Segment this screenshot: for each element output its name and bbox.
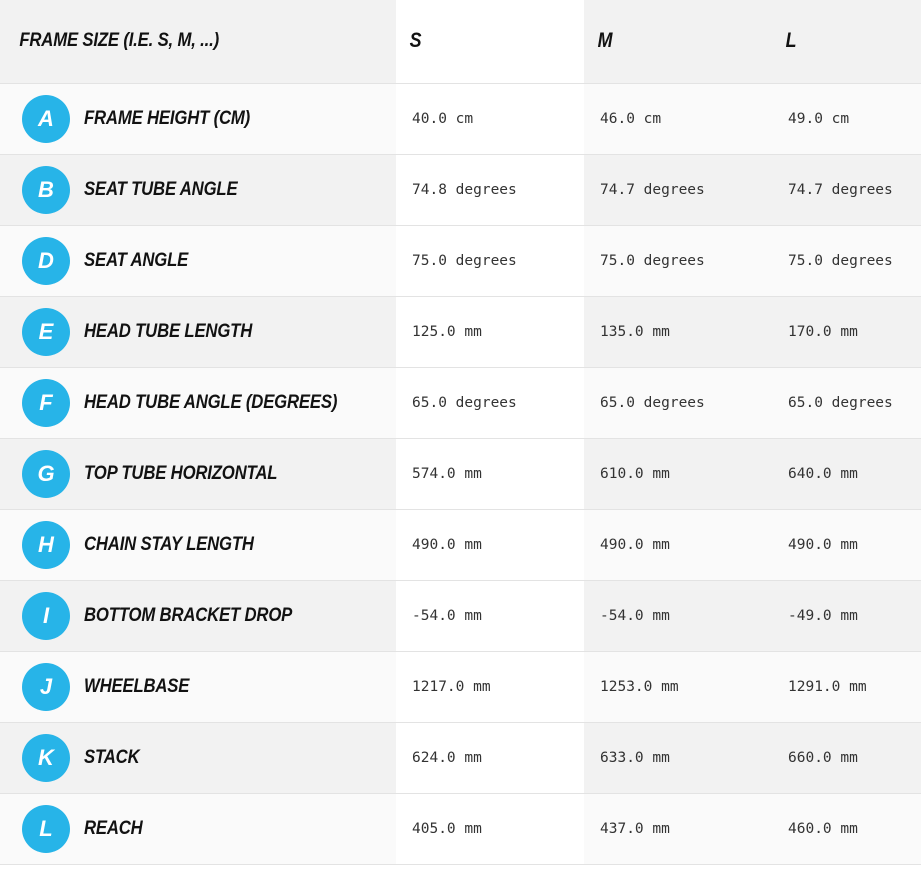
row-value-cell — [584, 580, 772, 651]
row-value-cell — [396, 580, 584, 651]
row-value: 640.0 mm — [788, 465, 858, 482]
table-row — [0, 154, 921, 225]
row-label-cell — [0, 225, 396, 296]
header-cell-size-l — [772, 0, 921, 83]
row-badge: D — [22, 237, 70, 285]
table-row — [0, 296, 921, 367]
row-badge: L — [22, 805, 70, 853]
row-value: 65.0 degrees — [412, 394, 517, 411]
row-value: 490.0 mm — [600, 536, 670, 553]
row-value-cell — [396, 225, 584, 296]
table-row — [0, 367, 921, 438]
row-label-cell — [0, 154, 396, 225]
row-value-cell — [584, 296, 772, 367]
row-value: 74.8 degrees — [412, 181, 517, 198]
row-badge: E — [22, 308, 70, 356]
row-value-cell — [584, 722, 772, 793]
row-value-cell — [772, 509, 921, 580]
table-header-row — [0, 0, 921, 83]
row-value: 1253.0 mm — [600, 678, 679, 695]
table-header — [0, 0, 921, 83]
table-body — [0, 83, 921, 864]
row-value-cell — [584, 651, 772, 722]
row-label-cell — [0, 651, 396, 722]
row-value: 660.0 mm — [788, 749, 858, 766]
row-value-cell — [772, 438, 921, 509]
row-value-cell — [396, 793, 584, 864]
row-label: SEAT TUBE ANGLE — [84, 178, 238, 200]
table-row — [0, 651, 921, 722]
row-value: 135.0 mm — [600, 323, 670, 340]
row-label-cell — [0, 509, 396, 580]
row-value: 437.0 mm — [600, 820, 670, 837]
row-value-cell — [584, 509, 772, 580]
header-cell-frame-size — [0, 0, 396, 83]
row-value-cell — [584, 367, 772, 438]
row-value: 46.0 cm — [600, 110, 662, 127]
row-label: STACK — [84, 746, 140, 768]
row-value: 624.0 mm — [412, 749, 482, 766]
row-value-cell — [584, 438, 772, 509]
row-value-cell — [584, 83, 772, 154]
row-label-cell — [0, 722, 396, 793]
row-badge: B — [22, 166, 70, 214]
row-value: 490.0 mm — [412, 536, 482, 553]
row-value-cell — [772, 296, 921, 367]
table-row — [0, 83, 921, 154]
row-label: HEAD TUBE LENGTH — [84, 320, 253, 342]
row-label-cell — [0, 83, 396, 154]
row-value-cell — [772, 154, 921, 225]
row-value: 40.0 cm — [412, 110, 474, 127]
row-value: -49.0 mm — [788, 607, 858, 624]
header-label-size-l: L — [785, 29, 797, 53]
row-value: 574.0 mm — [412, 465, 482, 482]
row-label-cell — [0, 580, 396, 651]
row-value: 65.0 degrees — [600, 394, 705, 411]
row-value: 65.0 degrees — [788, 394, 893, 411]
header-label-frame-size: FRAME SIZE (I.E. S, M, ...) — [19, 30, 219, 52]
row-value-cell — [772, 225, 921, 296]
row-value-cell — [396, 438, 584, 509]
row-value: 490.0 mm — [788, 536, 858, 553]
row-label: WHEELBASE — [84, 675, 190, 697]
row-badge: I — [22, 592, 70, 640]
row-value-cell — [396, 651, 584, 722]
row-value-cell — [584, 793, 772, 864]
row-label-cell — [0, 367, 396, 438]
row-label: TOP TUBE HORIZONTAL — [84, 462, 278, 484]
row-value: 170.0 mm — [788, 323, 858, 340]
row-value: 75.0 degrees — [412, 252, 517, 269]
row-label-cell — [0, 438, 396, 509]
row-label: FRAME HEIGHT (CM) — [84, 107, 251, 129]
row-label-cell — [0, 296, 396, 367]
row-value: 1217.0 mm — [412, 678, 491, 695]
table-row — [0, 438, 921, 509]
row-value: 125.0 mm — [412, 323, 482, 340]
row-value: 49.0 cm — [788, 110, 850, 127]
table-row — [0, 225, 921, 296]
row-value-cell — [396, 509, 584, 580]
row-value-cell — [772, 793, 921, 864]
row-badge: H — [22, 521, 70, 569]
header-cell-size-s — [396, 0, 584, 83]
row-value-cell — [772, 367, 921, 438]
row-label: SEAT ANGLE — [84, 249, 189, 271]
row-value-cell — [396, 367, 584, 438]
row-badge: J — [22, 663, 70, 711]
table-row — [0, 722, 921, 793]
row-value: 633.0 mm — [600, 749, 670, 766]
table-row — [0, 793, 921, 864]
row-value: 75.0 degrees — [788, 252, 893, 269]
row-value-cell — [584, 225, 772, 296]
row-value: 75.0 degrees — [600, 252, 705, 269]
row-value: 405.0 mm — [412, 820, 482, 837]
row-value-cell — [772, 83, 921, 154]
row-value-cell — [396, 722, 584, 793]
header-label-size-s: S — [409, 29, 422, 53]
row-value: 74.7 degrees — [600, 181, 705, 198]
row-badge: A — [22, 95, 70, 143]
row-label-cell — [0, 793, 396, 864]
row-value: -54.0 mm — [412, 607, 482, 624]
header-cell-size-m — [584, 0, 772, 83]
row-value: 74.7 degrees — [788, 181, 893, 198]
row-value-cell — [772, 722, 921, 793]
row-label: HEAD TUBE ANGLE (DEGREES) — [84, 391, 338, 413]
row-value-cell — [396, 154, 584, 225]
row-value: 1291.0 mm — [788, 678, 867, 695]
row-value: 610.0 mm — [600, 465, 670, 482]
row-label: CHAIN STAY LENGTH — [84, 533, 254, 555]
header-label-size-m: M — [597, 29, 613, 53]
table-row — [0, 580, 921, 651]
row-value: 460.0 mm — [788, 820, 858, 837]
table-row — [0, 509, 921, 580]
row-badge: F — [22, 379, 70, 427]
row-value-cell — [584, 154, 772, 225]
row-badge: K — [22, 734, 70, 782]
row-value-cell — [772, 651, 921, 722]
row-value-cell — [396, 83, 584, 154]
row-badge: G — [22, 450, 70, 498]
row-value-cell — [772, 580, 921, 651]
row-label: BOTTOM BRACKET DROP — [84, 604, 293, 626]
row-value-cell — [396, 296, 584, 367]
row-label: REACH — [84, 817, 143, 839]
row-value: -54.0 mm — [600, 607, 670, 624]
